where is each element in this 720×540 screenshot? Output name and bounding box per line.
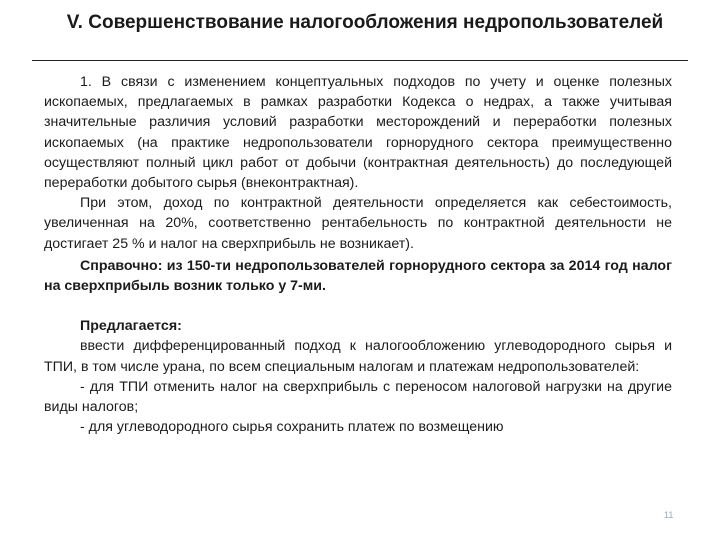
reference-note: Справочно: из 150-ти недропользователей горнорудного сектора за 2014 год налог на сверхприбыль возник только у 7-ми.	[44, 257, 672, 295]
title-divider	[32, 60, 688, 61]
slide-title: V. Совершенствование налогообложения недропользователей	[66, 12, 664, 33]
spacer	[44, 296, 672, 316]
paragraph-2: При этом, доход по контрактной деятельности определяется как себестоимость, увеличенная на 20%, соответственно рентабельность по контрактной деятельности не достигает 25 % и налог на сверхприбыль не возникает).	[44, 195, 672, 252]
slide-body	[44, 72, 672, 437]
page-number: 11	[664, 510, 674, 520]
paragraph-tpi: - для ТПИ отменить налог на сверхприбыль с переносом налоговой нагрузки на другие виды налогов;	[44, 378, 672, 416]
paragraph-hydrocarbon: - для углеводородного сырья сохранить платеж по возмещению	[80, 419, 504, 436]
proposal-heading: Предлагается:	[80, 318, 182, 335]
paragraph-1: 1. В связи с изменением концептуальных подходов по учету и оценке полезных ископаемых, предлагаемых в рамках разработки Кодекса о недрах, а также учитывая значительные различия условий разработки месторождений и переработки полезных ископаемых (на практике недропользователи горнорудного сектора преимущественно осуществляют полный цикл работ от добычи (контрактная деятельность) до последующей переработки добытого сырья (внеконтрактная).	[44, 74, 672, 192]
paragraph-proposal: ввести дифференцированный подход к налогообложению углеводородного сырья и ТПИ, в том числе урана, по всем специальным налогам и платежам недропользователей:	[44, 338, 672, 375]
